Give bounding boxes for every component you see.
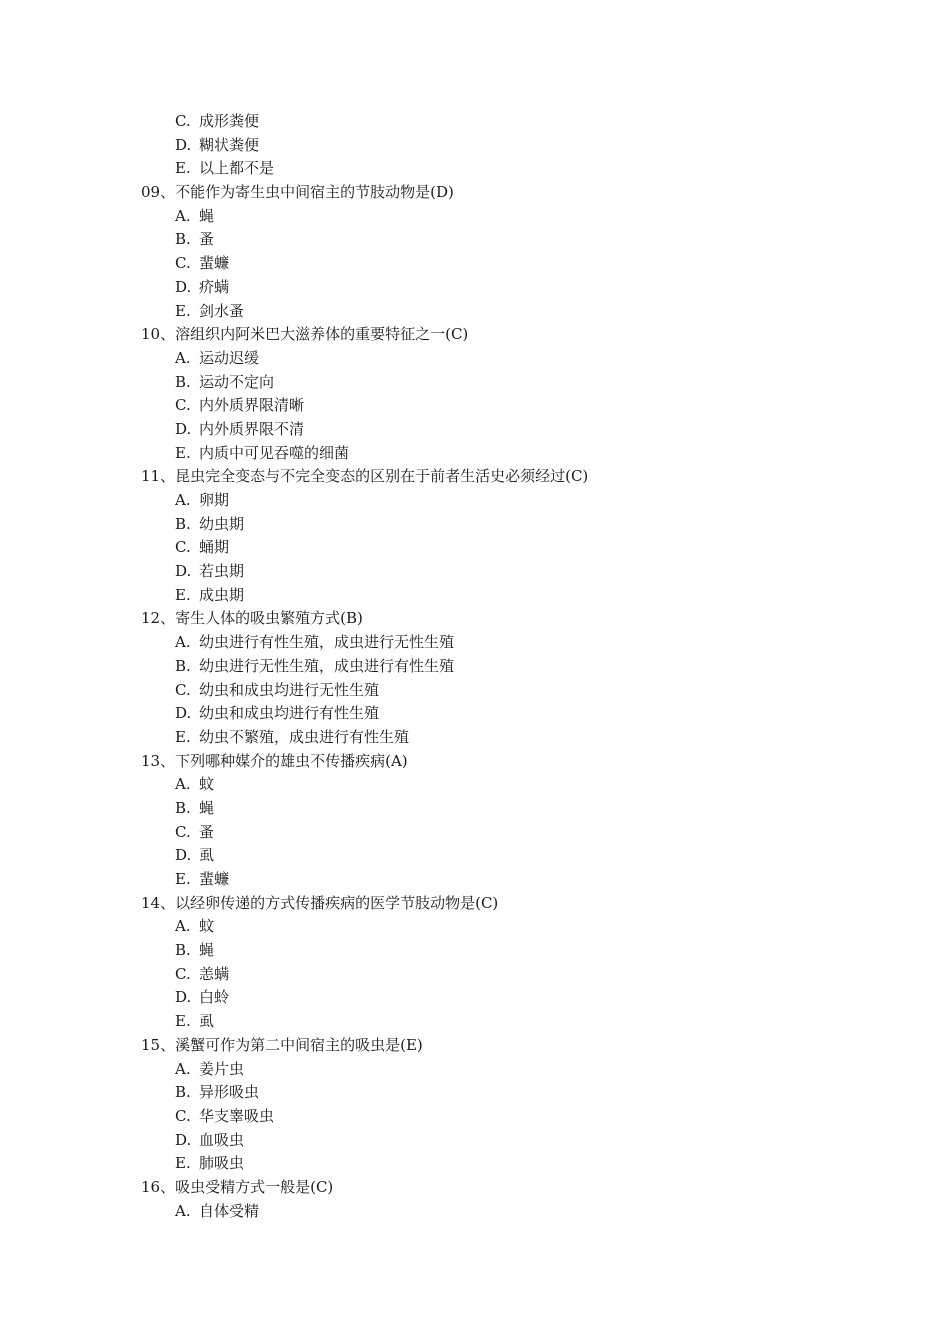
- option-text: 蜚蠊: [199, 870, 230, 888]
- answer-option: [0, 702, 950, 726]
- option-text: 成形粪便: [199, 112, 260, 130]
- option-letter: A.: [175, 348, 191, 367]
- option-text: 蝇: [199, 206, 215, 225]
- answer-option: [0, 844, 950, 868]
- question-text: 13、下列哪种媒介的雄虫不传播疾病(A): [141, 751, 408, 770]
- answer-option: [0, 1105, 950, 1129]
- option-letter: D.: [175, 704, 192, 723]
- question-text: 15、溪蟹可作为第二中间宿主的吸虫是(E): [141, 1035, 423, 1054]
- question-text: 09、不能作为寄生虫中间宿主的节肢动物是(D): [141, 183, 454, 202]
- option-text: 成虫期: [199, 585, 245, 604]
- answer-option: [0, 489, 950, 513]
- option-text: 内外质界限不清: [199, 419, 305, 438]
- option-letter: A.: [175, 491, 191, 509]
- option-letter: C.: [175, 822, 191, 841]
- answer-option: [0, 679, 950, 703]
- answer-option: [0, 631, 950, 655]
- option-text: 蛹期: [199, 538, 230, 557]
- answer-option: [0, 1081, 950, 1105]
- option-text: 血吸虫: [199, 1130, 245, 1149]
- answer-option: [0, 915, 950, 939]
- option-text: 肺吸虫: [199, 1154, 245, 1173]
- option-letter: A.: [175, 917, 191, 936]
- option-text: 糊状粪便: [199, 135, 260, 154]
- answer-option: [0, 939, 950, 963]
- answer-option: [0, 252, 950, 276]
- option-letter: D.: [175, 1130, 192, 1149]
- option-letter: C.: [175, 1106, 191, 1125]
- option-letter: B.: [175, 230, 191, 249]
- option-text: 蚊: [199, 775, 215, 794]
- option-letter: D.: [175, 562, 192, 581]
- document-page: [0, 110, 950, 1223]
- answer-option: [0, 868, 950, 892]
- option-text: 蝇: [199, 798, 215, 817]
- answer-option: [0, 513, 950, 537]
- option-letter: D.: [175, 135, 192, 154]
- option-letter: B.: [175, 941, 191, 960]
- option-letter: C.: [175, 112, 191, 130]
- answer-option: [0, 773, 950, 797]
- option-text: 姜片虫: [199, 1059, 245, 1078]
- option-letter: B.: [175, 372, 191, 391]
- answer-option: [0, 1129, 950, 1153]
- answer-option: [0, 797, 950, 821]
- option-letter: A.: [175, 206, 191, 225]
- answer-option: [0, 276, 950, 300]
- option-text: 幼虫进行有性生殖，成虫进行无性生殖: [199, 633, 455, 652]
- question-text: 11、昆虫完全变态与不完全变态的区别在于前者生活史必须经过(C): [141, 467, 589, 486]
- option-letter: E.: [175, 1012, 191, 1031]
- option-text: 以上都不是: [199, 159, 275, 178]
- question-text: 10、溶组织内阿米巴大滋养体的重要特征之一(C): [141, 325, 469, 344]
- answer-option: [0, 371, 950, 395]
- answer-option: [0, 536, 950, 560]
- option-text: 恙螨: [199, 964, 230, 983]
- option-text: 蚤: [199, 822, 215, 841]
- option-letter: A.: [175, 1201, 191, 1220]
- option-text: 幼虫进行无性生殖，成虫进行有性生殖: [199, 656, 455, 675]
- option-letter: B.: [175, 514, 191, 533]
- option-letter: A.: [175, 1059, 191, 1078]
- option-letter: C.: [175, 680, 191, 699]
- option-letter: D.: [175, 846, 192, 865]
- option-letter: C.: [175, 396, 191, 415]
- option-text: 幼虫和成虫均进行有性生殖: [199, 704, 380, 723]
- answer-option: [0, 300, 950, 324]
- answer-option: [0, 1058, 950, 1082]
- option-text: 若虫期: [199, 562, 245, 581]
- answer-option: [0, 821, 950, 845]
- answer-option: [0, 1200, 950, 1224]
- option-text: 蚊: [199, 917, 215, 936]
- option-text: 蝇: [199, 941, 215, 960]
- answer-option: [0, 963, 950, 987]
- answer-option: [0, 986, 950, 1010]
- answer-option: [0, 110, 950, 134]
- option-letter: E.: [175, 443, 191, 462]
- answer-option: [0, 228, 950, 252]
- option-letter: A.: [175, 633, 191, 652]
- option-text: 内质中可见吞噬的细菌: [199, 443, 350, 462]
- option-text: 运动迟缓: [199, 348, 260, 367]
- answer-option: [0, 205, 950, 229]
- answer-option: [0, 418, 950, 442]
- answer-option: [0, 157, 950, 181]
- option-letter: A.: [175, 775, 191, 794]
- option-letter: C.: [175, 254, 191, 273]
- answer-option: [0, 394, 950, 418]
- option-text: 异形吸虫: [199, 1083, 260, 1102]
- option-text: 虱: [199, 846, 215, 865]
- option-text: 卵期: [199, 491, 230, 509]
- option-text: 运动不定向: [199, 372, 275, 391]
- answer-option: [0, 726, 950, 750]
- question-text: 12、寄生人体的吸虫繁殖方式(B): [141, 609, 363, 628]
- answer-option: [0, 584, 950, 608]
- answer-option: [0, 655, 950, 679]
- option-text: 幼虫不繁殖，成虫进行有性生殖: [199, 727, 410, 746]
- option-text: 幼虫和成虫均进行无性生殖: [199, 680, 380, 699]
- option-letter: D.: [175, 277, 192, 296]
- option-text: 疥螨: [199, 277, 230, 296]
- option-letter: B.: [175, 656, 191, 675]
- option-letter: E.: [175, 727, 191, 746]
- option-letter: C.: [175, 538, 191, 557]
- option-text: 蜚蠊: [199, 254, 230, 273]
- answer-option: [0, 134, 950, 158]
- answer-option: [0, 1010, 950, 1034]
- option-text: 幼虫期: [199, 514, 245, 533]
- question-text: 16、吸虫受精方式一般是(C): [141, 1177, 334, 1196]
- option-letter: D.: [175, 988, 192, 1007]
- option-letter: C.: [175, 964, 191, 983]
- option-letter: D.: [175, 419, 192, 438]
- answer-option: [0, 347, 950, 371]
- option-text: 蚤: [199, 230, 215, 249]
- option-text: 内外质界限清晰: [199, 396, 305, 415]
- option-text: 白蛉: [199, 988, 230, 1007]
- option-letter: B.: [175, 1083, 191, 1102]
- answer-option: [0, 1152, 950, 1176]
- answer-option: [0, 560, 950, 584]
- answer-option: [0, 442, 950, 466]
- option-letter: E.: [175, 585, 191, 604]
- question-text: 14、以经卵传递的方式传播疾病的医学节肢动物是(C): [141, 893, 499, 912]
- option-text: 自体受精: [199, 1201, 260, 1220]
- option-letter: E.: [175, 1154, 191, 1173]
- option-letter: E.: [175, 301, 191, 320]
- option-text: 剑水蚤: [199, 301, 245, 320]
- option-letter: B.: [175, 798, 191, 817]
- option-letter: E.: [175, 159, 191, 178]
- option-text: 虱: [199, 1012, 215, 1031]
- option-text: 华支睾吸虫: [199, 1106, 275, 1125]
- option-letter: E.: [175, 870, 191, 888]
